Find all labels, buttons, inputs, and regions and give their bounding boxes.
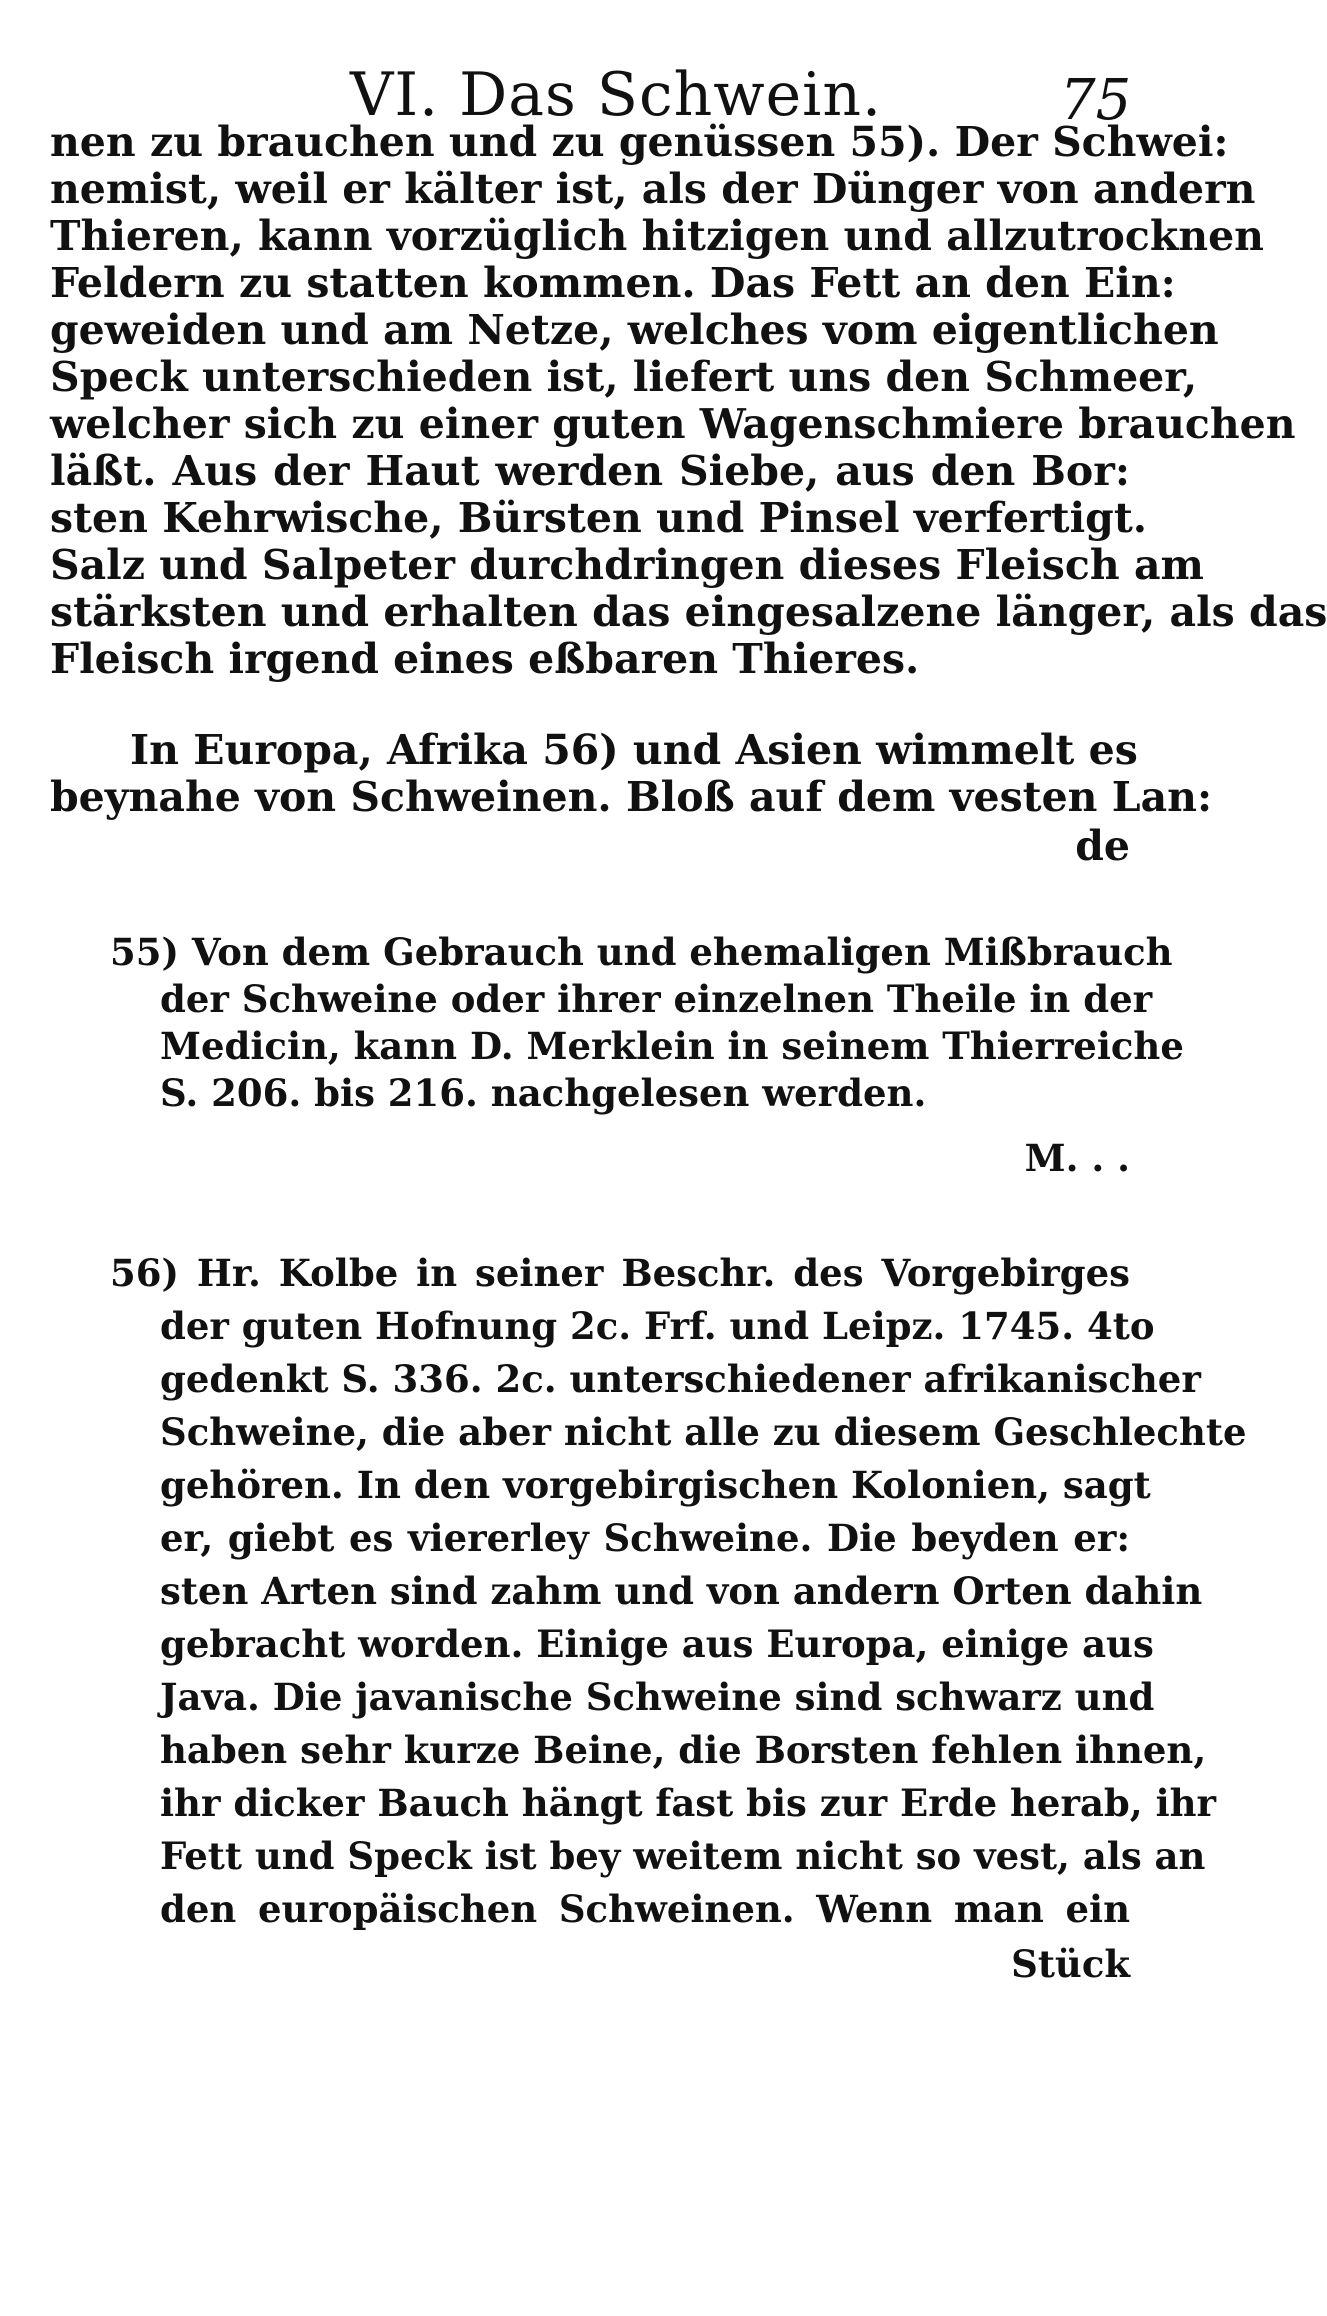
footnote-line: der guten Hofnung 2c. Frf. und Leipz. 1745. 4to — [160, 1304, 1155, 1348]
text-line: Feldern zu statten kommen. Das Fett an den Ein: — [50, 259, 1176, 307]
text-line: läßt. Aus der Haut werden Siebe, aus den Bor: — [50, 447, 1130, 495]
paragraph-line: In Europa, Afrika 56) und Asien wimmelt es — [130, 726, 1138, 774]
footnote-line: Fett und Speck ist bey weitem nicht so vest, als an — [160, 1834, 1206, 1878]
footnote-line: S. 206. bis 216. nachgelesen werden. — [160, 1071, 927, 1115]
page-number: 75 — [1060, 68, 1132, 133]
running-title: VI. Das Schwein. — [350, 60, 883, 130]
text-line: welcher sich zu einer guten Wagenschmiere brauchen — [50, 400, 1296, 448]
footnote-line: gebracht worden. Einige aus Europa, einige aus — [160, 1622, 1154, 1666]
footnote-line: den europäischen Schweinen. Wenn man ein — [160, 1887, 1130, 1931]
footnote-line: ihr dicker Bauch hängt fast bis zur Erde herab, ihr — [160, 1781, 1217, 1825]
footnote-line: 55) Von dem Gebrauch und ehemaligen Mißbrauch — [110, 930, 1173, 974]
text-line: Thieren, kann vorzüglich hitzigen und allzutrocknen — [50, 212, 1264, 260]
footnote-line: Java. Die javanische Schweine sind schwarz und — [160, 1675, 1155, 1719]
text-line: sten Kehrwische, Bürsten und Pinsel verfertigt. — [50, 494, 1148, 542]
text-line: Salz und Salpeter durchdringen dieses Fleisch am — [50, 541, 1204, 589]
footnote-line: haben sehr kurze Beine, die Borsten fehlen ihnen, — [160, 1728, 1207, 1772]
text-line: Speck unterschieden ist, liefert uns den Schmeer, — [50, 353, 1198, 401]
footnote-line: er, giebt es viererley Schweine. Die beyden er: — [160, 1516, 1130, 1560]
footnote-line: der Schweine oder ihrer einzelnen Theile in der — [160, 977, 1153, 1021]
footnote-line: gedenkt S. 336. 2c. unterschiedener afrikanischer — [160, 1357, 1201, 1401]
text-line: nen zu brauchen und zu genüssen 55). Der Schwei: — [50, 118, 1229, 166]
catchword: de — [1075, 822, 1130, 870]
footnote-line: 56) Hr. Kolbe in seiner Beschr. des Vorgebirges — [110, 1251, 1130, 1295]
text-line: Fleisch irgend eines eßbaren Thieres. — [50, 635, 920, 683]
footnote-line: gehören. In den vorgebirgischen Kolonien, sagt — [160, 1463, 1151, 1507]
footnote-line: Medicin, kann D. Merklein in seinem Thierreiche — [160, 1024, 1184, 1068]
paragraph-line: beynahe von Schweinen. Bloß auf dem vesten Lan: — [50, 773, 1213, 821]
footnote-line: Schweine, die aber nicht alle zu diesem Geschlechte — [160, 1410, 1247, 1454]
text-line: stärksten und erhalten das eingesalzene länger, als das — [50, 588, 1327, 636]
footnote-signature: M. . . — [1024, 1136, 1130, 1180]
catchword: Stück — [1011, 1942, 1130, 1986]
footnote-line: sten Arten sind zahm und von andern Orten dahin — [160, 1569, 1203, 1613]
text-line: nemist, weil er kälter ist, als der Dünger von andern — [50, 165, 1256, 213]
text-line: geweiden und am Netze, welches vom eigentlichen — [50, 306, 1219, 354]
